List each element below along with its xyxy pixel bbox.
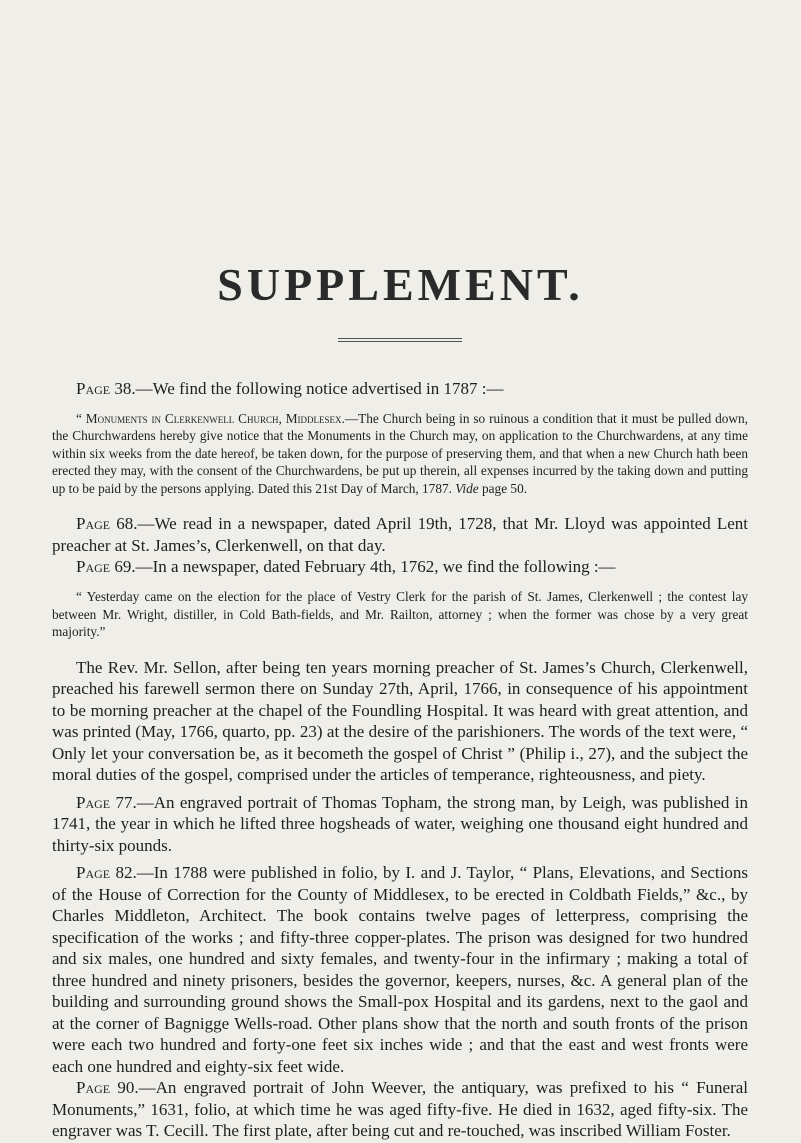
entry-page-90: Page 90.—An engraved portrait of John Weever, the antiquary, was prefixed to his “ Funeral Monuments,” 1631, folio, at which time he was aged fifty-five. He died in 1632, aged fifty-six. The engraver was T. Cecill. The first plate, after being cut and re-touched, was inscribed William Foster. — [52, 1078, 748, 1141]
entry-page-38: Page 38.—We find the following notice advertised in 1787 :— — [76, 379, 504, 398]
quoted-newspaper-vestry-clerk: “ Yesterday came on the election for the place of Vestry Clerk for the parish of St. James, Clerkenwell ; the contest lay between Mr. Wright, distiller, in Cold Bath-fields, and Mr. Railton, attorney ; when the former was chose by a very great majority.” — [52, 588, 748, 640]
entry-page-82: Page 82.—In 1788 were published in folio, by I. and J. Taylor, “ Plans, Elevations, and Sections of the House of Correction for the County of Middlesex, to be erected in Coldbath Fields,” &c., by Charles Middleton, Architect. The book contains twelve pages of letterpress, comprising the specification of the works ; and fifty-three copper-plates. The prison was designed for two hundred and six males, one hundred and sixty females, and twenty-four in the infirmary ; making a total of three hundred and ninety prisoners, besides the governor, keepers, nurses, &c. A general plan of the building and surrounding ground shows the Small-pox Hospital and its gardens, next to the gaol and at the corner of Bagnigge Wells-road. Other plans show that the north and south fronts of the prison were each two hundred and forty-one feet six inches wide ; and that the east and west fronts were each one hundred and eighty-six feet wide. — [52, 863, 748, 1076]
supplement-body — [52, 378, 748, 1142]
entry-page-69: Page 69.—In a newspaper, dated February 4th, 1762, we find the following :— — [76, 557, 616, 577]
title-rule-thin — [338, 341, 462, 342]
page-title: SUPPLEMENT. — [217, 259, 584, 310]
entry-page-77: Page 77.—An engraved portrait of Thomas Topham, the strong man, by Leigh, was published in 1741, the year in which he lifted three hogsheads of water, weighing one thousand eight hundred and thirty-six pounds. — [52, 792, 748, 855]
entry-sellon: The Rev. Mr. Sellon, after being ten years morning preacher of St. James’s Church, Clerkenwell, preached his farewell sermon there on Sunday 27th, April, 1766, in consequence of his appointment to be morning preacher at the chapel of the Foundling Hospital. It was heard with great attention, and was printed (May, 1766, quarto, pp. 23) at the desire of the parishioners. The words of the text were, “ Only let your conversation be, as it becometh the gospel of Christ ” (Philip i., 27), and the subject the moral duties of the gospel, comprised under the articles of temperance, righteousness, and piety. — [52, 657, 748, 785]
title-rule-thick — [338, 338, 462, 339]
quoted-notice-monuments: “ Monuments in Clerkenwell Church, Middlesex.—The Church being in so ruinous a condition that it must be pulled down, the Churchwardens hereby give notice that the Monuments in the Church may, on application to the Churchwardens, at any time within six weeks from the date hereof, be taken down, for the purpose of preserving them, and that when a new Church hath been erected they may, with the consent of the Churchwardens, be put up therein, all expenses incurred by the taking down and putting up to be paid by the persons applying. Dated this 21st Day of March, 1787. Vide page 50. — [52, 410, 749, 496]
entry-page-68: Page 68.—We read in a newspaper, dated April 19th, 1728, that Mr. Lloyd was appointed Lent preacher at St. James’s, Clerkenwell, on that day. — [52, 514, 748, 555]
